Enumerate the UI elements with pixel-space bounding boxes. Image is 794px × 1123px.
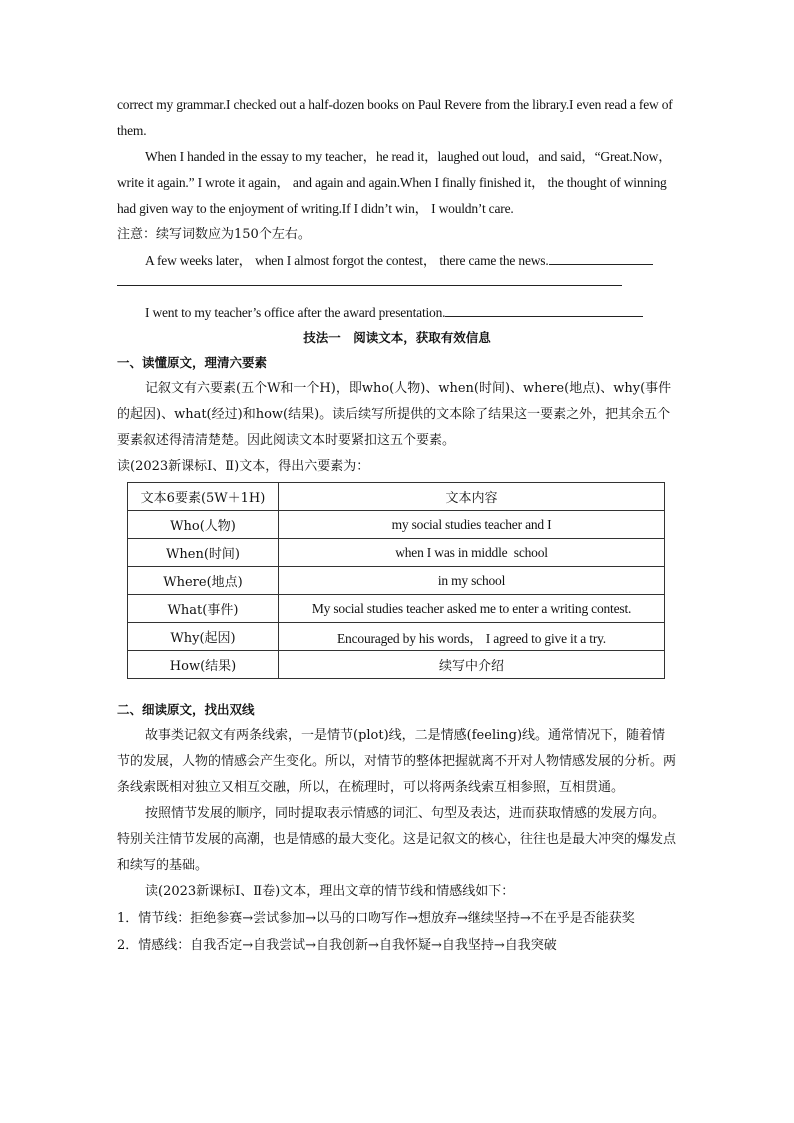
table-row: [128, 511, 665, 539]
feeling-line-item: 2．情感线：自我否定→自我尝试→自我创新→自我怀疑→自我坚持→自我突破: [117, 938, 557, 953]
part1-body: 记叙文有六要素(五个W和一个H)，即who(人物)、when(时间)、where(地点)、why(事件的起因)、what(经过)和how(结果)。读后续写所提供的文本除了结果这一要素之外，把其余五个要素叙述得清清楚楚。因此阅读文本时要紧扣这五个要素。: [117, 381, 672, 448]
continuation-prompt-2: [117, 300, 677, 326]
table-row: [128, 539, 665, 567]
table-cell: 续写中介绍: [279, 651, 665, 679]
table-row: [128, 623, 665, 651]
table-cell: What(事件): [128, 595, 279, 623]
part1-heading: 一、读懂原文，理清六要素: [117, 355, 268, 370]
part2-paragraph-2: 按照情节发展的顺序，同时提取表示情感的词汇、句型及表达，进而获取情感的发展方向。特别关注情节发展的高潮，也是情感的最大变化。这是记叙文的核心，往往也是最大冲突的爆发点和续写的基础。: [117, 806, 677, 873]
table-cell: my social studies teacher and I: [279, 511, 665, 539]
table-intro: 读(2023新课标Ⅰ、Ⅱ)文本，得出六要素为：: [117, 459, 370, 474]
table-cell: When(时间): [128, 539, 279, 567]
answer-line: [117, 284, 622, 286]
table-cell: Where(地点): [128, 567, 279, 595]
table-header-cell: 文本内容: [279, 483, 665, 511]
answer-blank: [445, 302, 643, 317]
section-title: 技法一 阅读文本，获取有效信息: [303, 330, 491, 345]
table-cell: My social studies teacher asked me to enter a writing contest.: [279, 595, 665, 623]
part2-paragraph-1: 故事类记叙文有两条线索，一是情节(plot)线，二是情感(feeling)线。通常情况下，随着情节的发展，人物的情感会产生变化。所以，对情节的整体把握就离不开对人物情感发展的分析。两条线索既相对独立又相互交融，所以，在梳理时，可以将两条线索互相参照，互相贯通。: [117, 728, 677, 795]
part2-heading: 二、细读原文，找出双线: [117, 702, 255, 717]
table-cell: Who(人物): [128, 511, 279, 539]
table-cell: Why(起因): [128, 623, 279, 651]
table-cell: Encouraged by his words， I agreed to give it a try.: [279, 623, 665, 651]
six-elements-table: [127, 482, 665, 679]
prompt-2-text: I went to my teacher’s office after the award presentation.: [145, 305, 446, 320]
word-count-note: 注意：续写词数应为150个左右。: [117, 227, 311, 242]
table-row: [128, 567, 665, 595]
passage-paragraph: When I handed in the essay to my teacher，he read it，laughed out loud，and said，“Great.Now，write it again.” I wrote it again， and again and again.When I finally finished it， the thought of winning had given way to the enjoyment of writing.If I didn’t win， I wouldn’t care.: [117, 149, 672, 216]
continuation-prompt-1: [117, 248, 677, 274]
table-cell: when I was in middle school: [279, 539, 665, 567]
table-row: [128, 651, 665, 679]
table-row: [128, 595, 665, 623]
table-cell: How(结果): [128, 651, 279, 679]
passage-continuation: correct my grammar.I checked out a half-dozen books on Paul Revere from the library.I even read a few of them.: [117, 97, 673, 138]
answer-blank: [549, 250, 653, 265]
plot-line-item: 1．情节线：拒绝参赛→尝试参加→以马的口吻写作→想放弃→继续坚持→不在乎是否能获奖: [117, 911, 635, 926]
document-page: [117, 92, 677, 959]
table-cell: in my school: [279, 567, 665, 595]
table-header-row: [128, 483, 665, 511]
part2-paragraph-3: 读(2023新课标Ⅰ、Ⅱ卷)文本，理出文章的情节线和情感线如下：: [145, 884, 515, 899]
table-header-cell: 文本6要素(5W＋1H): [128, 483, 279, 511]
prompt-1-text: A few weeks later， when I almost forgot the contest， there came the news.: [145, 253, 549, 268]
